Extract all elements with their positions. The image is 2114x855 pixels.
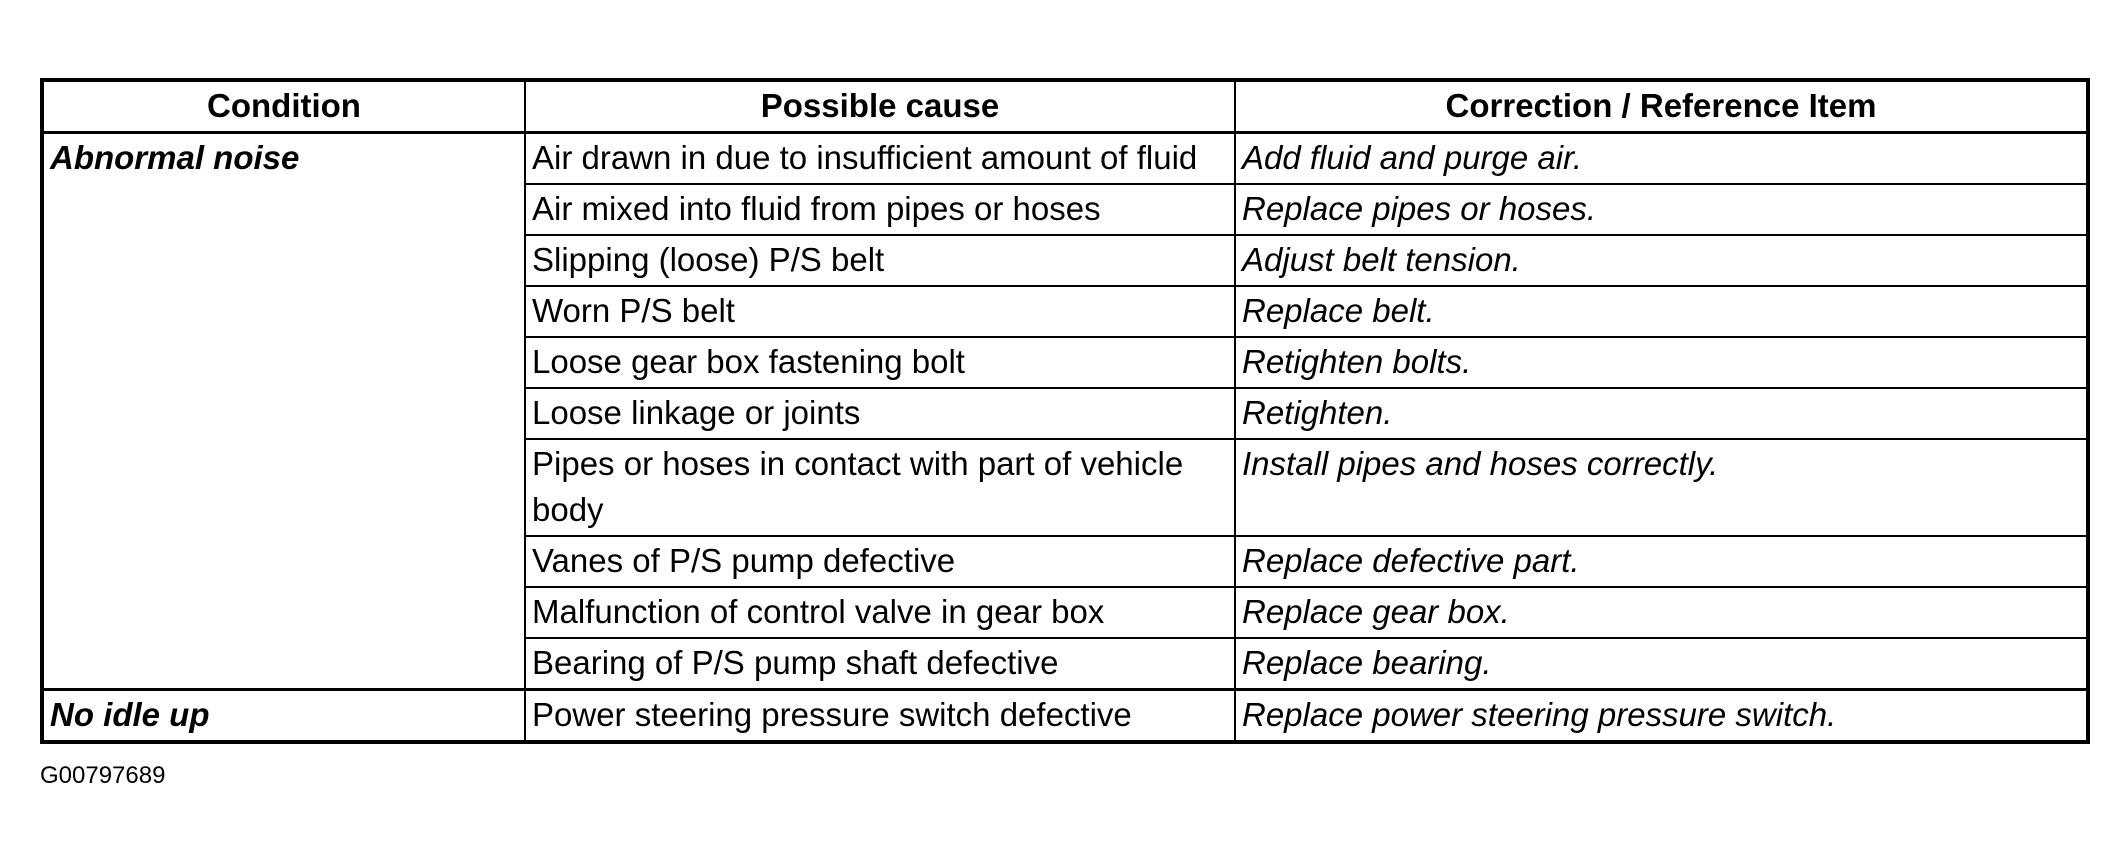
condition-cell: Abnormal noise: [42, 133, 525, 690]
cause-cell: Bearing of P/S pump shaft defective: [525, 638, 1235, 690]
figure-id: G00797689: [40, 762, 166, 789]
cause-cell: Vanes of P/S pump defective: [525, 536, 1235, 587]
correction-cell: Replace bearing.: [1235, 638, 2088, 690]
correction-cell: Add fluid and purge air.: [1235, 133, 2088, 185]
cause-cell: Worn P/S belt: [525, 286, 1235, 337]
correction-cell: Replace belt.: [1235, 286, 2088, 337]
diagnosis-table: [40, 78, 2090, 744]
cause-cell: Air drawn in due to insufficient amount of fluid: [525, 133, 1235, 185]
table-header-row: [42, 80, 2088, 133]
condition-cell: No idle up: [42, 690, 525, 743]
table-row: [42, 690, 2088, 743]
cause-cell: Air mixed into fluid from pipes or hoses: [525, 184, 1235, 235]
correction-cell: Replace defective part.: [1235, 536, 2088, 587]
table-body: [42, 133, 2088, 743]
cause-cell: Loose linkage or joints: [525, 388, 1235, 439]
correction-cell: Retighten bolts.: [1235, 337, 2088, 388]
cause-cell: Power steering pressure switch defective: [525, 690, 1235, 743]
header-correction: Correction / Reference Item: [1235, 80, 2088, 133]
header-possible-cause: Possible cause: [525, 80, 1235, 133]
table-row: [42, 133, 2088, 185]
correction-cell: Replace power steering pressure switch.: [1235, 690, 2088, 743]
correction-cell: Replace gear box.: [1235, 587, 2088, 638]
correction-cell: Adjust belt tension.: [1235, 235, 2088, 286]
correction-cell: Retighten.: [1235, 388, 2088, 439]
header-condition: Condition: [42, 80, 525, 133]
correction-cell: Replace pipes or hoses.: [1235, 184, 2088, 235]
cause-cell: Pipes or hoses in contact with part of vehicle body: [525, 439, 1235, 536]
cause-cell: Loose gear box fastening bolt: [525, 337, 1235, 388]
correction-cell: Install pipes and hoses correctly.: [1235, 439, 2088, 536]
cause-cell: Malfunction of control valve in gear box: [525, 587, 1235, 638]
cause-cell: Slipping (loose) P/S belt: [525, 235, 1235, 286]
